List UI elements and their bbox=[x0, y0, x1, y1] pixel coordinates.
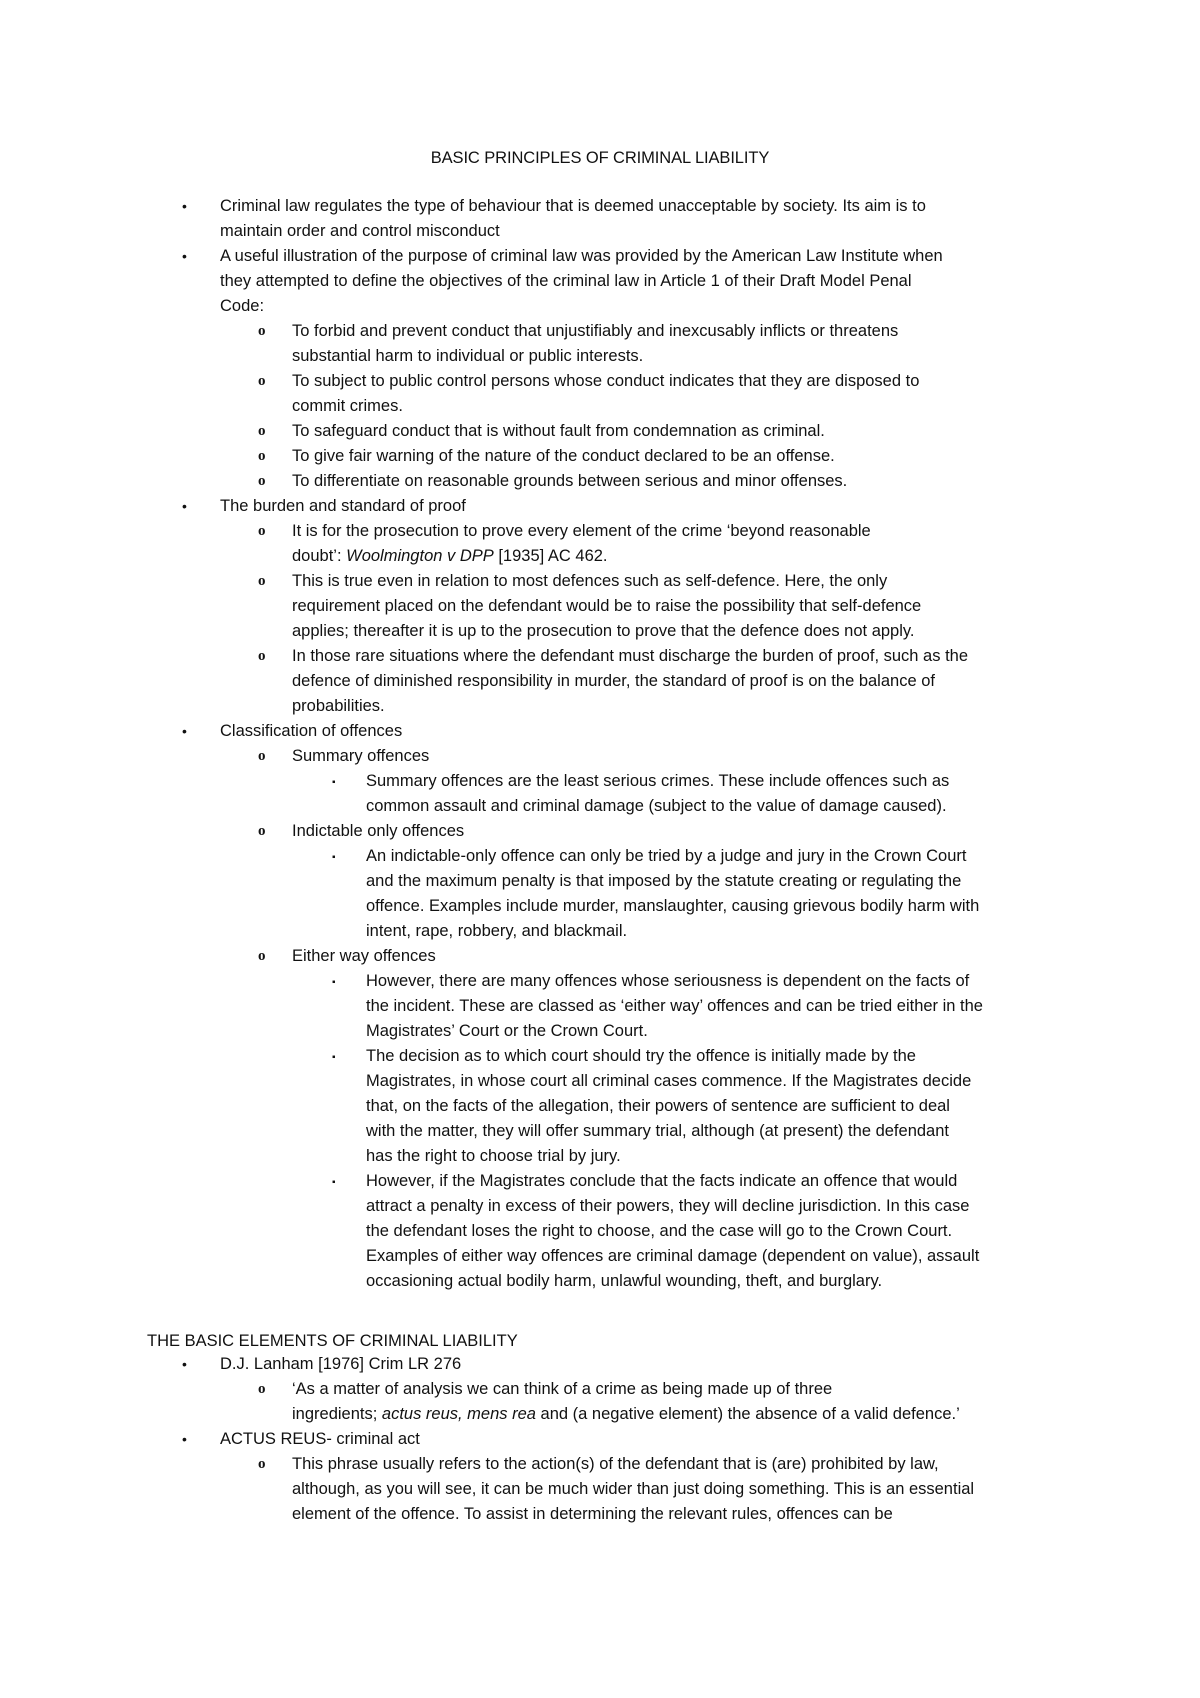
square-bullet-icon: ▪ bbox=[332, 777, 336, 788]
square-bullet-icon: ▪ bbox=[332, 1177, 336, 1188]
list-item: o Indictable only offences bbox=[292, 819, 464, 844]
list-item: • Criminal law regulates the type of behaviour that is deemed unacceptable by society. Its aim is to bbox=[220, 194, 943, 219]
square-bullet-icon: ▪ bbox=[332, 852, 336, 863]
circle-bullet-icon: o bbox=[258, 448, 266, 464]
list-item: o This is true even in relation to most defences such as self-defence. Here, the only bbox=[292, 569, 968, 594]
circle-bullet-icon: o bbox=[258, 573, 266, 589]
burden-list: o It is for the prosecution to prove every element of the crime ‘beyond reasonable doubt’: Woolmington v DPP [1935] AC 462. o This is true even in relation to most defences such as self-defence. Here, the only requirement placed on the defendant would be to raise the possibility that self-defence applies; thereafter it is up to the prosecution to prove that the defence does not apply. o In those rare situations where the defendant must discharge the burden of proof, such as the defence of diminished responsibility in murder, the standard of proof is on the balance of probabilities. bbox=[292, 519, 968, 719]
section-title: THE BASIC ELEMENTS OF CRIMINAL LIABILITY bbox=[147, 1332, 518, 1350]
bullet-icon: • bbox=[182, 723, 187, 739]
list-item: • ACTUS REUS- criminal act bbox=[220, 1427, 420, 1452]
list-item: o This phrase usually refers to the action(s) of the defendant that is (are) prohibited by law, bbox=[292, 1452, 974, 1477]
indictable-offences bbox=[258, 819, 465, 844]
list-item: ▪ The decision as to which court should try the offence is initially made by the bbox=[366, 1044, 983, 1069]
list-item: o To forbid and prevent conduct that unjustifiably and inexcusably inflicts or threatens bbox=[292, 319, 919, 344]
circle-bullet-icon: o bbox=[258, 948, 266, 964]
circle-bullet-icon: o bbox=[258, 823, 266, 839]
list-item-continuation: Code: bbox=[220, 297, 265, 315]
list-item: o Summary offences bbox=[292, 744, 429, 769]
bullet-icon: • bbox=[182, 498, 187, 514]
list-item: ▪ Summary offences are the least serious crimes. These include offences such as bbox=[366, 769, 949, 794]
bullet-icon: • bbox=[182, 1431, 187, 1447]
indictable-offences-detail: ▪ An indictable-only offence can only be tried by a judge and jury in the Crown Court and the maximum penalty is that imposed by the statute creating or regulating the offence. Examples include murder, manslaughter, causing grievous bodily harm with intent, rape, robbery, and blackmail. bbox=[366, 844, 979, 944]
either-way-offences bbox=[258, 944, 436, 969]
list-item: • D.J. Lanham [1976] Crim LR 276 bbox=[220, 1352, 461, 1377]
square-bullet-icon: ▪ bbox=[332, 977, 336, 988]
list-item: o To give fair warning of the nature of the conduct declared to be an offense. bbox=[292, 444, 919, 469]
circle-bullet-icon: o bbox=[258, 323, 266, 339]
list-item: • The burden and standard of proof bbox=[220, 494, 466, 519]
list-item: o To differentiate on reasonable grounds between serious and minor offenses. bbox=[292, 469, 919, 494]
page-title: BASIC PRINCIPLES OF CRIMINAL LIABILITY bbox=[430, 149, 770, 167]
circle-bullet-icon: o bbox=[258, 523, 266, 539]
bullet-icon: • bbox=[182, 1356, 187, 1372]
circle-bullet-icon: o bbox=[258, 648, 266, 664]
circle-bullet-icon: o bbox=[258, 423, 266, 439]
list-item: ▪ An indictable-only offence can only be tried by a judge and jury in the Crown Court bbox=[366, 844, 979, 869]
lanham-item bbox=[182, 1352, 462, 1377]
circle-bullet-icon: o bbox=[258, 373, 266, 389]
circle-bullet-icon: o bbox=[258, 1456, 266, 1472]
circle-bullet-icon: o bbox=[258, 1381, 266, 1397]
list-item: ▪ However, if the Magistrates conclude that the facts indicate an offence that would bbox=[366, 1169, 983, 1194]
circle-bullet-icon: o bbox=[258, 473, 266, 489]
burden-heading bbox=[182, 494, 466, 519]
case-name: Woolmington v DPP bbox=[346, 547, 494, 565]
classification-heading bbox=[182, 719, 403, 744]
circle-bullet-icon: o bbox=[258, 748, 266, 764]
square-bullet-icon: ▪ bbox=[332, 1052, 336, 1063]
bullet-icon: • bbox=[182, 248, 187, 264]
latin-terms: actus reus, mens rea bbox=[381, 1405, 536, 1423]
actus-reus-item bbox=[182, 1427, 420, 1452]
list-item: o Either way offences bbox=[292, 944, 436, 969]
objectives-list: o To forbid and prevent conduct that unjustifiably and inexcusably inflicts or threatens substantial harm to individual or public interests. o To subject to public control persons whose conduct indicates that they are disposed to commit crimes. o To safeguard conduct that is without fault from condemnation as criminal. o To give fair warning of the nature of the conduct declared to be an offense. o To differentiate on reasonable grounds between serious and minor offenses. bbox=[292, 319, 919, 494]
list-item: • A useful illustration of the purpose of criminal law was provided by the American Law Institute when bbox=[220, 244, 943, 269]
list-item: • Classification of offences bbox=[220, 719, 402, 744]
list-item-continuation: they attempted to define the objectives of the criminal law in Article 1 of their Draft Model Penal bbox=[220, 272, 912, 290]
list-item-continuation: maintain order and control misconduct bbox=[220, 222, 500, 240]
either-way-offences-detail: ▪ However, there are many offences whose seriousness is dependent on the facts of the incident. These are classed as ‘either way’ offences and can be tried either in the Magistrates’ Court or the Crown Court. ▪ The decision as to which court should try the offence is initially made by the Magistrates, in whose court all criminal cases commence. If the Magistrates decide that, on the facts of the allegation, their powers of sentence are sufficient to deal with the matter, they will offer summary trial, although (at present) the defendant has the right to choose trial by jury. ▪ However, if the Magistrates conclude that the facts indicate an offence that would attract a penalty in excess of their powers, they will decline jurisdiction. In this case the defendant loses the right to choose, and the case will go to the Crown Court. Examples of either way offences are criminal damage (dependent on value), assault occasioning actual bodily harm, unlawful wounding, theft, and burglary. bbox=[366, 969, 983, 1294]
list-item: ▪ However, there are many offences whose seriousness is dependent on the facts of bbox=[366, 969, 983, 994]
list-item: o ‘As a matter of analysis we can think of a crime as being made up of three bbox=[292, 1377, 960, 1402]
actus-reus-detail: o This phrase usually refers to the action(s) of the defendant that is (are) prohibited by law, although, as you will see, it can be much wider than just doing something. This is an essential element of the offence. To assist in determining the relevant rules, offences can be bbox=[292, 1452, 974, 1527]
list-item: o To safeguard conduct that is without fault from condemnation as criminal. bbox=[292, 419, 919, 444]
summary-offences bbox=[258, 744, 430, 769]
principles-list bbox=[182, 194, 943, 319]
summary-offences-detail: ▪ Summary offences are the least serious crimes. These include offences such as common assault and criminal damage (subject to the value of damage caused). bbox=[366, 769, 949, 819]
list-item: o It is for the prosecution to prove every element of the crime ‘beyond reasonable bbox=[292, 519, 968, 544]
list-item: o To subject to public control persons whose conduct indicates that they are disposed to bbox=[292, 369, 919, 394]
lanham-quote: o ‘As a matter of analysis we can think of a crime as being made up of three ingredients; actus reus, mens rea and (a negative element) the absence of a valid defence.’ bbox=[292, 1377, 960, 1427]
list-item: o In those rare situations where the defendant must discharge the burden of proof, such as the bbox=[292, 644, 968, 669]
bullet-icon: • bbox=[182, 198, 187, 214]
